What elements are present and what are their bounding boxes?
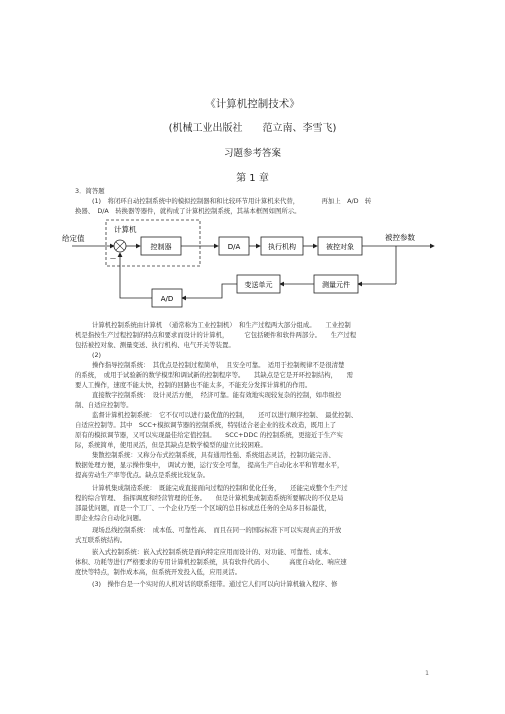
text-line: 制、自适应控制等。 xyxy=(75,401,133,409)
da-label: D/A xyxy=(227,243,241,251)
text-line: (1) 将闭环自动控制系统中的模拟控制器和和比较环节用计算机来代替， 再加上 A/D 转 xyxy=(92,197,372,205)
text-line: 即企业综合自动化问题。 xyxy=(75,514,146,522)
text-line: 自适应控制等。其中 SCC+模拟调节器的控制系统，特别适合老企业的技术改造，既用上了 xyxy=(75,421,337,429)
text-line: 操作指导控制系统： 其优点是控制过程简单， 且安全可靠。 适用于控制规律不是很清楚 xyxy=(92,361,345,369)
text-line: 机是指按生产过程控制的特点和要求而设计的计算机， 它包括硬件和软件两部分。 生产过程 xyxy=(75,331,357,339)
text-line: 计算机集成制造系统： 既能完成直接面向过程的控制和优化任务， 还能完成整个生产过 xyxy=(92,484,348,492)
text-line: 提高劳动生产率等优点。缺点是系统比较复杂。 xyxy=(75,471,210,479)
text-line: 部最优问题，而是一个工厂、一个企业乃至一个区域的总目标或总任务的全局多目标最优， xyxy=(75,504,331,512)
control-block-diagram xyxy=(62,218,442,308)
text-line: 原有的模拟调节器，又可以实现最佳给定值控制。 SCC+DDC 的控制系统，更接近于生产实 xyxy=(75,431,343,439)
text-line: 数据处理方便，显示操作集中， 调试方便，运行安全可靠， 提高生产自动化水平和管理水平， xyxy=(75,461,344,469)
actuator-label: 执行机构 xyxy=(268,243,296,251)
text-line: 直接数字控制系统： 设计灵活方便， 经济可靠。能有效地实现较复杂的控制，如串级控 xyxy=(92,391,342,399)
text-line: 换器、 D/A 转换器等器件，就构成了计算机控制系统，其基本框图如图所示。 xyxy=(75,207,301,215)
page-number: 1 xyxy=(425,670,429,677)
doc-authors: (机械工业出版社 范立南、李雪飞) xyxy=(168,123,337,134)
ad-label: A/D xyxy=(160,295,174,303)
text-line: 集散控制系统：又称分布式控制系统，具有通用性强、系统组态灵活，控制功能完善、 xyxy=(92,451,335,459)
controller-label: 控制器 xyxy=(150,243,172,251)
plant-label: 被控对象 xyxy=(326,243,354,251)
doc-title: 《计算机控制技术》 xyxy=(205,98,300,110)
text-line: 计算机控制系统由计算机 （通常称为工业控制机） 和生产过程两大部分组成。 工业控制 xyxy=(92,321,351,329)
text-line: 度快等特点，制作成本高，但系统开发投入低，应用灵活。 xyxy=(75,568,242,576)
text-line: 监督计算机控制系统： 它不仅可以进行最优值的控制， 还可以进行顺序控制、 最优控制、 xyxy=(92,411,358,419)
sensor-label: 测量元件 xyxy=(322,281,350,289)
text-line: 的系统， 或用于试验新的数学模型和调试新的控制程序等。 其缺点是它是开环控制结构， 需 xyxy=(75,371,353,379)
text-line: 3．简答题 xyxy=(75,187,105,195)
transmitter-label: 变送单元 xyxy=(244,281,273,289)
text-line: 式互联系统结构。 xyxy=(75,536,127,544)
text-line: 要人工操作，速度不能太快，控制的回路也不能太多，不能充分发挥计算机的作用。 xyxy=(75,381,312,389)
text-line: (2) xyxy=(92,351,102,359)
text-line: 嵌入式控制系统：嵌入式控制系统是面向特定应用而设计的、对功能、可靠性、成本、 xyxy=(92,548,335,556)
computer-label: 计算机 xyxy=(114,225,137,234)
doc-subtitle: 习题参考答案 xyxy=(223,148,281,159)
text-line: 包括被控对象、测量变送、执行机构、电气开关等装置。 xyxy=(75,341,235,349)
text-line: (3) 操作台是一个实时的人机对话的联系纽带。通过它人们可以向计算机输入程序、修 xyxy=(92,580,338,588)
text-line: 体积、功耗等进行严格要求的专用计算机控制系统，具有软件代码小、 高度自动化、响应速 xyxy=(75,558,347,566)
input-label: 给定值 xyxy=(62,234,85,243)
chapter-heading: 第 1 章 xyxy=(236,173,269,184)
text-line: 际，系统简单，使用灵活，但是其缺点是数学模型的建立比较困难。 xyxy=(75,441,267,449)
sum-minus-sign: — xyxy=(110,255,116,262)
text-line: 程的综合管理、 指挥调度和经营管理的任务。 但是计算机集成制造系统所要解决的不仅是局 xyxy=(75,494,344,502)
text-line: 现场总线控制系统： 成本低、可靠性高、 而且在同一的国际标准下可以实现真正的开放 xyxy=(92,526,342,534)
output-label: 被控参数 xyxy=(385,233,415,242)
